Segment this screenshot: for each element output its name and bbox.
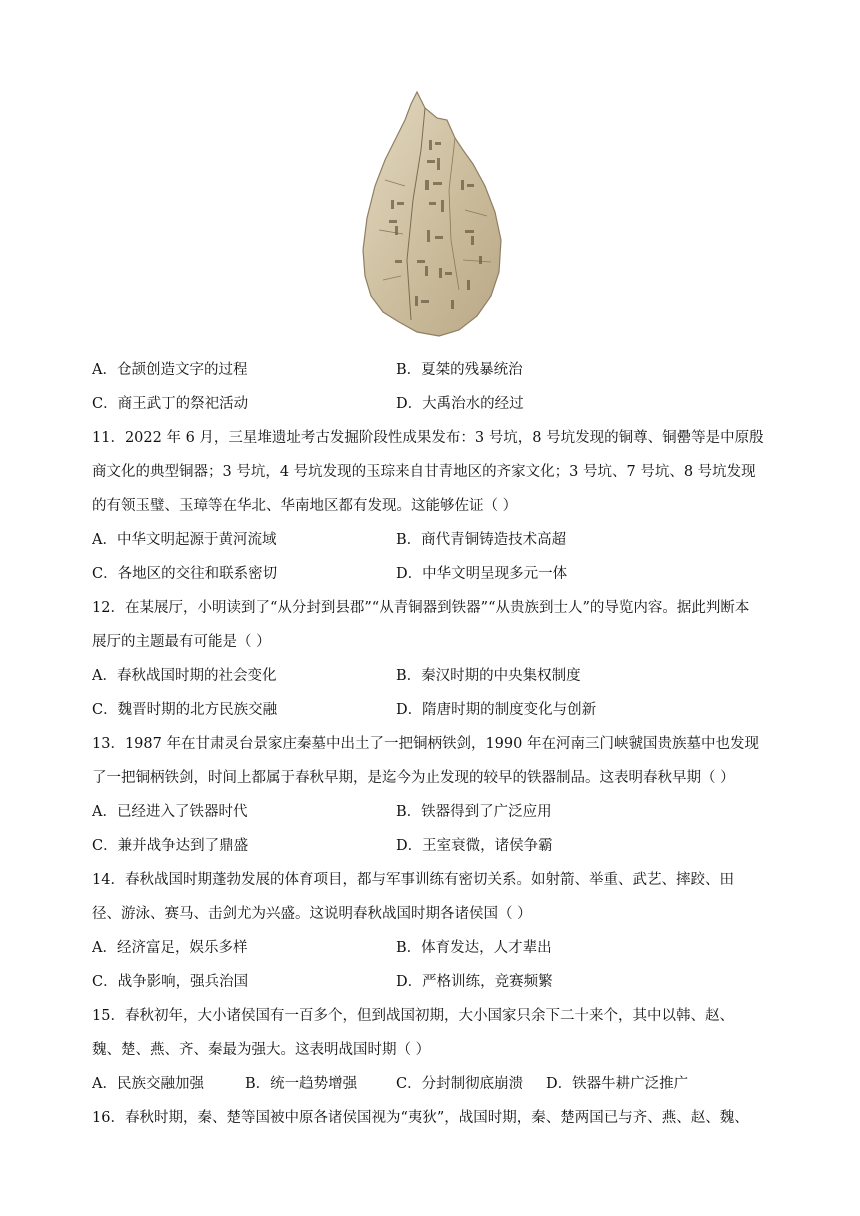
q13-stem-line-1: 13．1987 年在甘肃灵台景家庄秦墓中出土了一把铜柄铁剑，1990 年在河南三门峡虢国贵族墓中也发现 [92,736,759,752]
q15-stem-line-2: 魏、楚、燕、齐、秦最为强大。这表明战国时期（ ） [92,1042,431,1058]
q13-option-a: A．已经进入了铁器时代 [92,804,248,820]
q14-option-a: A．经济富足，娱乐多样 [92,940,248,956]
q15-option-b: B．统一趋势增强 [245,1076,358,1092]
q12-option-b: B．秦汉时期的中央集权制度 [396,668,581,684]
q14-stem-line-2: 径、游泳、赛马、击剑尤为兴盛。这说明春秋战国时期各诸侯国（ ） [92,906,532,922]
q14-stem-line-1: 14．春秋战国时期蓬勃发展的体育项目，都与军事训练有密切关系。如射箭、举重、武艺、摔跤、田 [92,872,734,888]
q12-stem-line-1: 12．在某展厅，小明读到了“从分封到县郡”“从青铜器到铁器”“从贵族到士人”的导览内容。据此判断本 [92,600,750,616]
q10-option-a: A．仓颉创造文字的过程 [92,362,248,378]
q12-option-d: D．隋唐时期的制度变化与创新 [396,702,597,718]
q13-stem-line-2: 了一把铜柄铁剑，时间上都属于春秋早期，是迄今为止发现的较早的铁器制品。这表明春秋早期（ ） [92,770,735,786]
q13-option-b: B．铁器得到了广泛应用 [396,804,552,820]
q11-stem-line-1: 11．2022 年 6 月，三星堆遗址考古发掘阶段性成果发布：3 号坑，8 号坑发现的铜尊、铜罍等是中原殷 [92,430,764,446]
q12-stem-line-2: 展厅的主题最有可能是（ ） [92,634,271,650]
q14-option-b: B．体育发达，人才辈出 [396,940,552,956]
q11-option-d: D．中华文明呈现多元一体 [396,566,568,582]
q12-option-c: C．魏晋时期的北方民族交融 [92,702,278,718]
q14-option-c: C．战争影响，强兵治国 [92,974,249,990]
q12-option-a: A．春秋战国时期的社会变化 [92,668,277,684]
q11-option-b: B．商代青铜铸造技术高超 [396,532,567,548]
q16-stem-line-1: 16．春秋时期，秦、楚等国被中原各诸侯国视为“夷狄”，战国时期，秦、楚两国已与齐、燕、赵、魏、 [92,1110,749,1126]
q11-option-a: A．中华文明起源于黄河流域 [92,532,277,548]
q10-option-c: C．商王武丁的祭祀活动 [92,396,249,412]
q11-stem-line-2: 商文化的典型铜器；3 号坑，4 号坑发现的玉琮来自甘青地区的齐家文化；3 号坑、7 号坑、8 号坑发现 [92,464,756,480]
q13-option-c: C．兼并战争达到了鼎盛 [92,838,249,854]
q15-option-a: A．民族交融加强 [92,1076,204,1092]
q10-option-b: B．夏桀的残暴统治 [396,362,523,378]
q15-stem-line-1: 15．春秋初年，大小诸侯国有一百多个，但到战国初期，大小国家只余下二十来个，其中以韩、赵、 [92,1008,734,1024]
q14-option-d: D．严格训练，竞赛频繁 [396,974,553,990]
q13-option-d: D．王室衰微，诸侯争霸 [396,838,553,854]
q11-option-c: C．各地区的交往和联系密切 [92,566,278,582]
q15-option-c: C．分封制彻底崩溃 [396,1076,524,1092]
q10-option-d: D．大禹治水的经过 [396,396,524,412]
oracle-bone-image [355,90,505,340]
q15-option-d: D．铁器牛耕广泛推广 [546,1076,689,1092]
q11-stem-line-3: 的有领玉璧、玉璋等在华北、华南地区都有发现。这能够佐证（ ） [92,498,518,514]
